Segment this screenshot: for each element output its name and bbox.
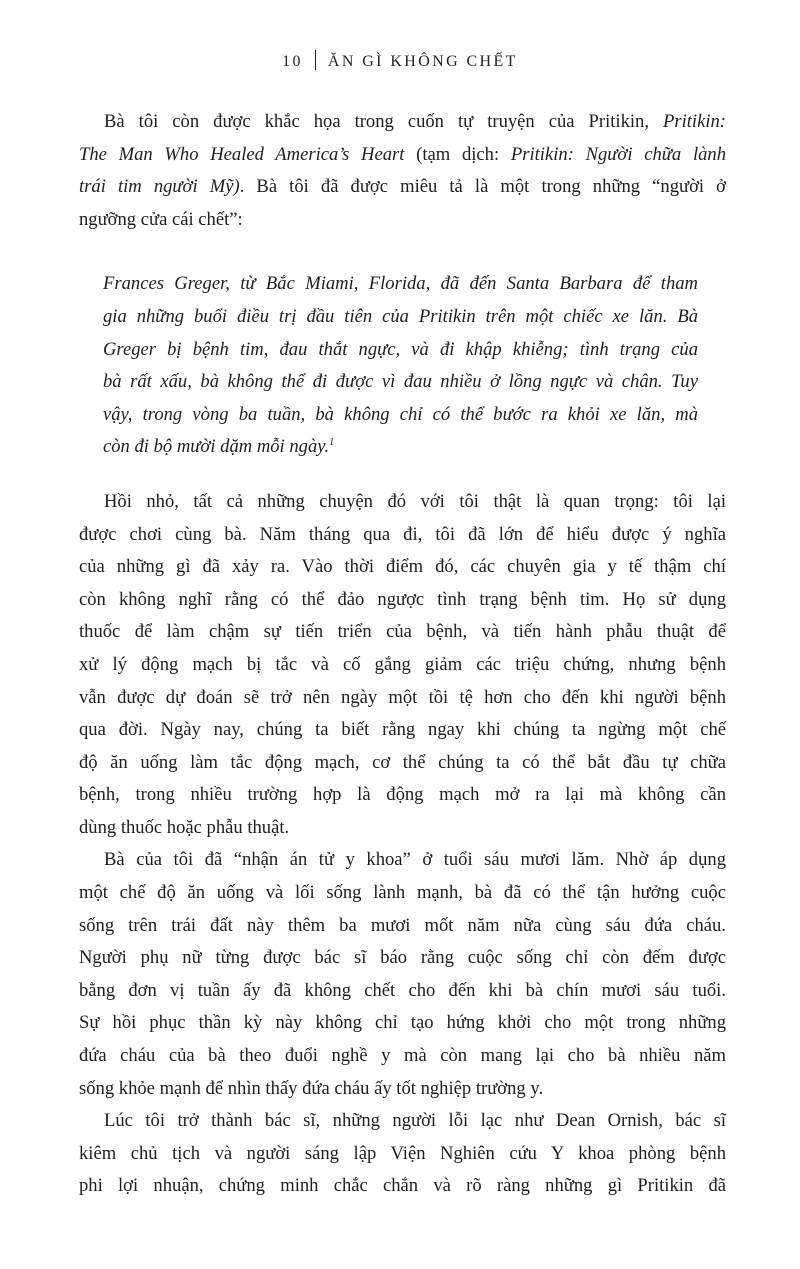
text-line: kiêm chủ tịch và người sáng lập Viện Nghiên cứu Y khoa phòng bệnh (79, 1142, 726, 1164)
line-text: còn đi bộ mười dặm mỗi ngày. (103, 436, 330, 458)
book-title-italic: Pritikin: (663, 111, 726, 132)
line-text: Bà tôi còn được khắc họa trong cuốn tự truyện của Pritikin, (104, 111, 663, 132)
text-line: Sự hồi phục thần kỳ này không chỉ tạo hứng khởi cho một trong những (79, 1012, 726, 1034)
block-quote (103, 268, 698, 464)
translation-italic: Pritikin: Người chữa lành (510, 143, 726, 165)
text-line: sống trên trái đất này thêm ba mươi mốt năm nữa cùng sáu đứa cháu. (79, 914, 726, 936)
text-line: sống khỏe mạnh để nhìn thấy đứa cháu ấy tốt nghiệp trường y. (79, 1077, 544, 1099)
text-line: Người phụ nữ từng được bác sĩ báo rằng cuộc sống chỉ còn đếm được (79, 947, 726, 969)
translation-italic: trái tim người Mỹ) (79, 176, 240, 198)
text-line: qua đời. Ngày nay, chúng ta biết rằng ngay khi chúng ta ngừng một chế (79, 719, 726, 741)
text-line (79, 139, 726, 172)
line-text: . Bà tôi đã được miêu tả là một trong những “người ở (239, 176, 727, 198)
text-line: bằng đơn vị tuần ấy đã không chết cho đến khi bà chín mươi sáu tuổi. (79, 979, 726, 1001)
quote-line: bà rất xấu, bà không thể đi được vì đau nhiều ở lồng ngực và chân. Tuy (103, 371, 698, 393)
quote-line: Frances Greger, từ Bắc Miami, Florida, đã đến Santa Barbara để tham (103, 273, 698, 295)
text-line: Lúc tôi trở thành bác sĩ, những người lỗi lạc như Dean Ornish, bác sĩ (104, 1110, 726, 1132)
text-line: một chế độ ăn uống và lối sống lành mạnh, bà đã có thể tận hưởng cuộc (79, 882, 726, 904)
paragraph-2 (79, 486, 726, 845)
text-line: đứa cháu của bà theo đuổi nghề y mà còn mang lại cho bà nhiều năm (79, 1045, 726, 1067)
text-line: được chơi cùng bà. Năm tháng qua đi, tôi đã lớn để hiểu được ý nghĩa (79, 523, 726, 545)
text-line: ngưỡng cửa cái chết”: (79, 208, 243, 230)
text-line: Bà của tôi đã “nhận án tử y khoa” ở tuổi sáu mươi lăm. Nhờ áp dụng (104, 849, 726, 871)
text-line: vẫn được dự đoán sẽ trở nên ngày một tồi tệ hơn cho đến khi người bệnh (79, 686, 726, 708)
header-divider (315, 50, 316, 70)
text-line: dùng thuốc hoặc phẫu thuật. (79, 816, 290, 838)
paragraph-3 (79, 844, 726, 1105)
paragraph-1 (79, 106, 726, 236)
text-line (79, 106, 726, 139)
page-number: 10 (282, 53, 303, 70)
paragraph-4 (79, 1105, 726, 1203)
running-header (0, 50, 800, 73)
text-line (79, 171, 726, 204)
line-text: (tạm dịch: (404, 143, 511, 165)
quote-line: gia những buổi điều trị đầu tiên của Pritikin trên một chiếc xe lăn. Bà (103, 305, 698, 327)
quote-line: Greger bị bệnh tim, đau thắt ngực, và đi khập khiễng; tình trạng của (103, 338, 698, 360)
footnote-marker[interactable]: 1 (329, 437, 335, 449)
quote-line: vậy, trong vòng ba tuần, bà không chỉ có thể bước ra khỏi xe lăn, mà (103, 403, 698, 425)
text-line: bệnh, trong nhiều trường hợp là động mạch mở ra lại mà không cần (79, 784, 726, 806)
text-line: Hồi nhỏ, tất cả những chuyện đó với tôi thật là quan trọng: tôi lại (104, 490, 726, 512)
text-line: thuốc để làm chậm sự tiến triển của bệnh, và tiến hành phẫu thuật để (79, 621, 726, 643)
quote-line (103, 431, 698, 464)
text-line: phi lợi nhuận, chứng minh chắc chắn và rõ ràng những gì Pritikin đã (79, 1175, 726, 1197)
book-title-italic: The Man Who Healed America’s Heart (79, 143, 405, 165)
text-line: còn không nghĩ rằng có thể đảo ngược tình trạng bệnh tim. Họ sử dụng (79, 588, 726, 610)
text-line: độ ăn uống làm tắc động mạch, cơ thể chúng ta có thể bắt đầu tự chữa (79, 751, 726, 773)
text-line: của những gì đã xảy ra. Vào thời điểm đó, các chuyên gia y tế thậm chí (79, 556, 726, 578)
book-title: ĂN GÌ KHÔNG CHẾT (327, 53, 518, 70)
text-line: xử lý động mạch bị tắc và cố gắng giảm các triệu chứng, nhưng bệnh (79, 653, 726, 675)
page-body (79, 106, 726, 1203)
